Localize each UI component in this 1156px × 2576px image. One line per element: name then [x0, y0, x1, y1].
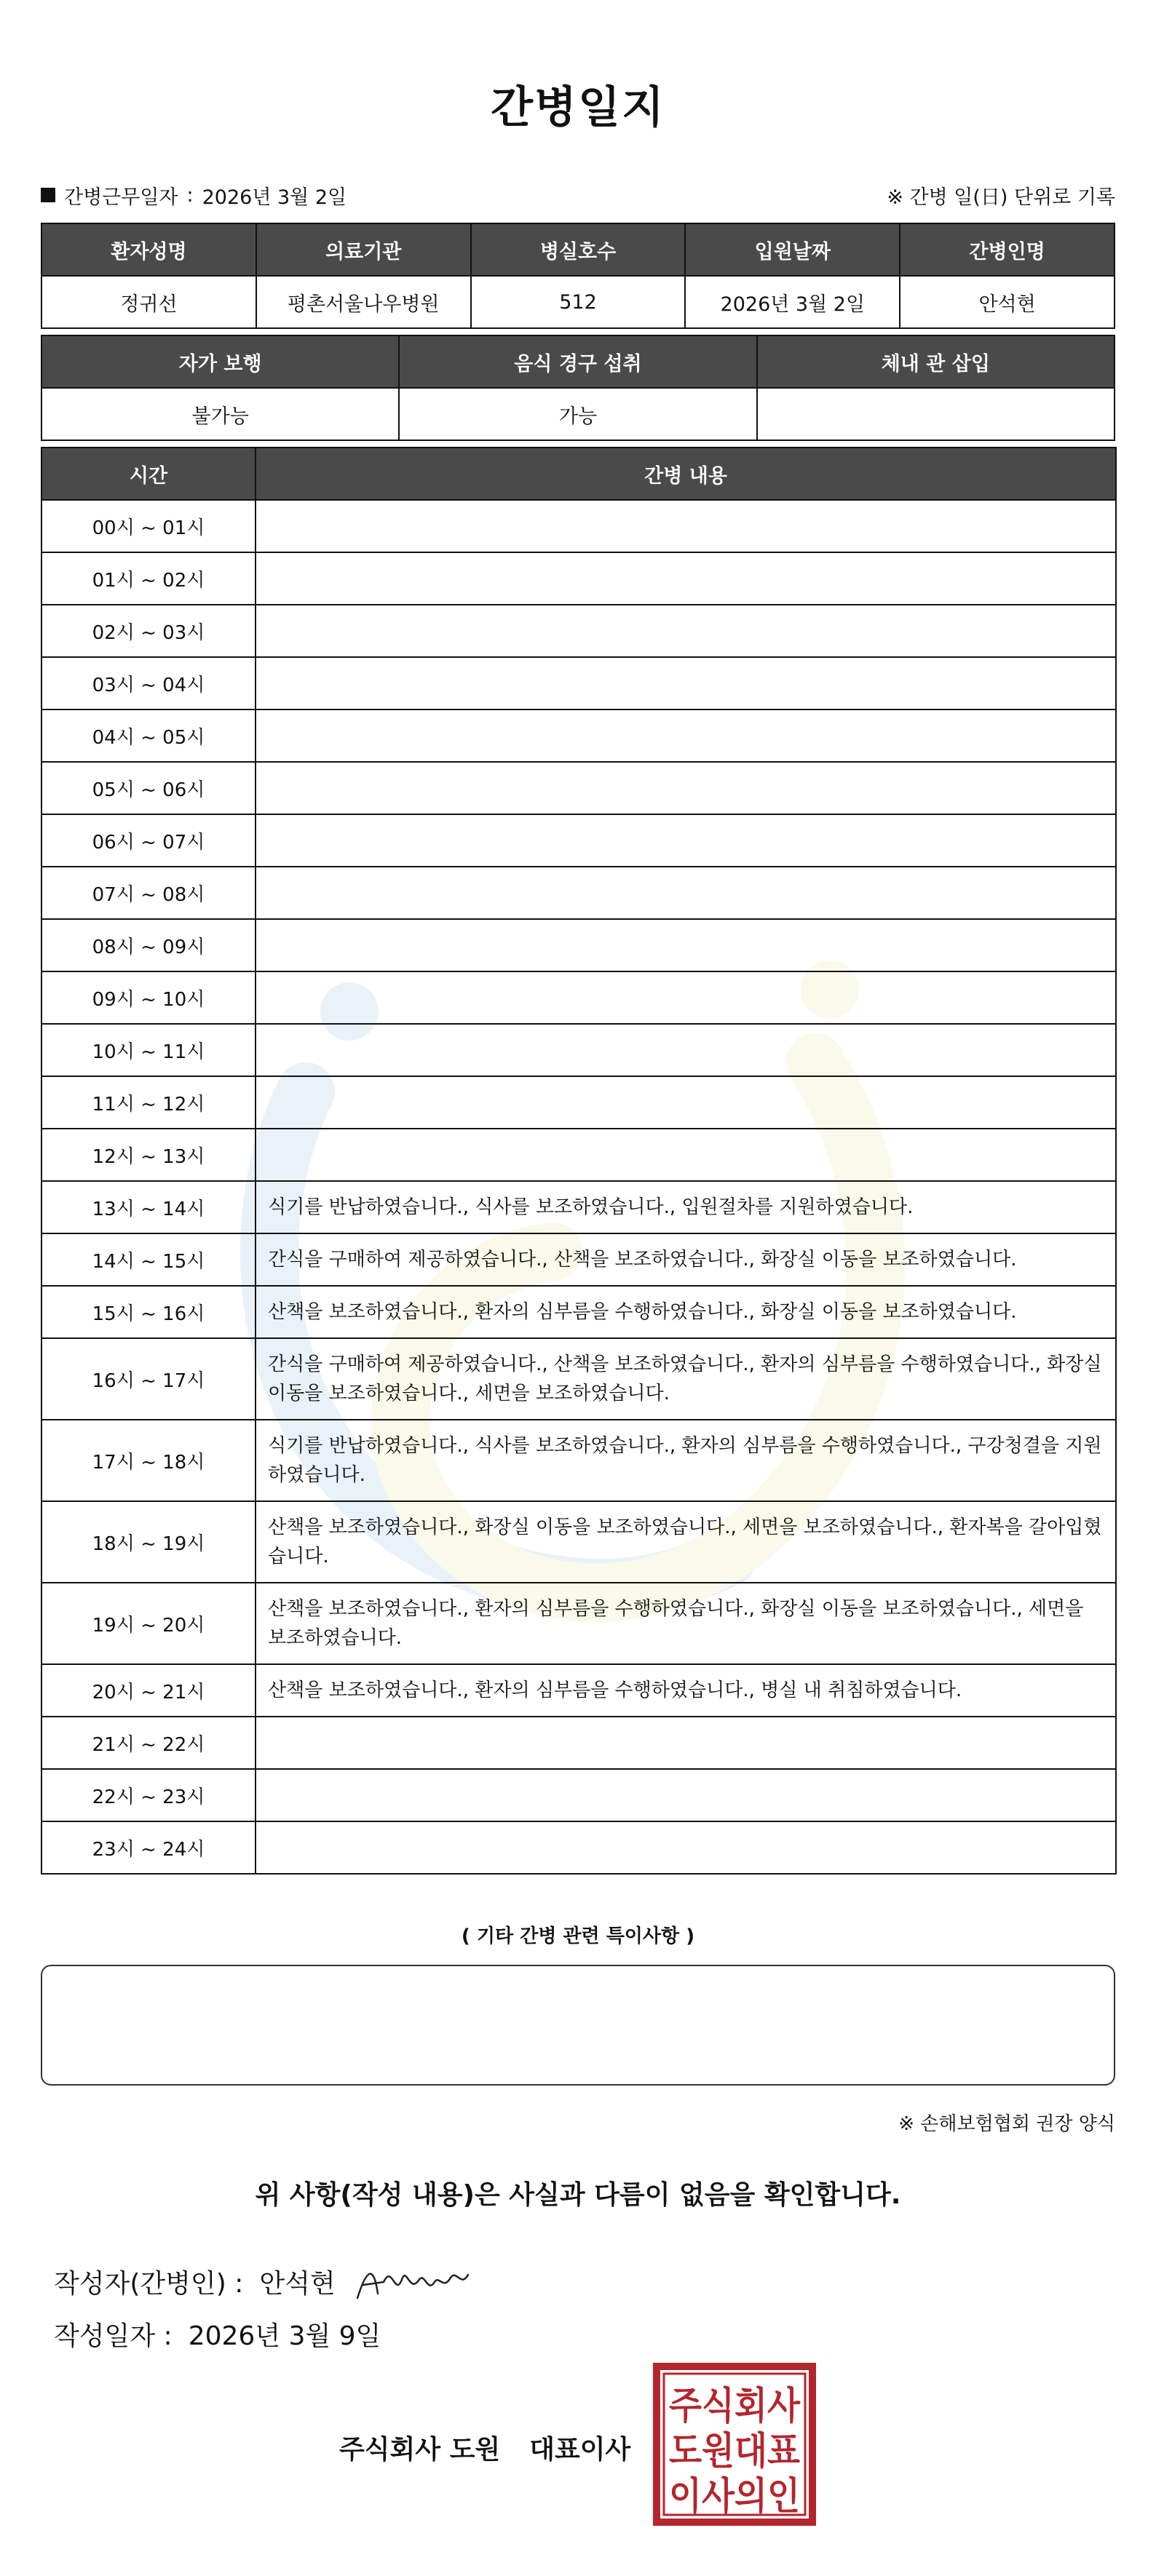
- header-tube-insertion: 체내 관 삽입: [757, 335, 1115, 388]
- log-row: [41, 1076, 1116, 1129]
- header-care-content: 간병 내용: [256, 448, 1116, 500]
- log-time: 10시 ~ 11시: [41, 1024, 256, 1076]
- log-content: [256, 1076, 1116, 1129]
- log-row: [41, 1420, 1116, 1501]
- log-content: [256, 657, 1116, 709]
- log-time: 17시 ~ 18시: [41, 1420, 256, 1501]
- log-row: [41, 1286, 1116, 1338]
- writer-label: 작성자(간병인) :: [54, 2268, 244, 2299]
- written-date-row: [54, 2315, 381, 2353]
- confirmation-statement: 위 사항(작성 내용)은 사실과 다름이 없음을 확인합니다.: [255, 2180, 901, 2210]
- oral-intake-value: 가능: [399, 388, 756, 440]
- signature-image: [352, 2256, 475, 2307]
- log-content: [256, 1821, 1116, 1874]
- log-row: [41, 657, 1116, 709]
- header-room-number: 병실호수: [471, 223, 686, 276]
- log-content: 식기를 반납하였습니다., 식사를 보조하였습니다., 입원절차를 지원하였습니다.: [256, 1181, 1116, 1233]
- header-self-walking: 자가 보행: [41, 335, 399, 388]
- written-date-label: 작성일자 :: [54, 2321, 173, 2351]
- work-date-label: 간병근무일자: [64, 186, 178, 209]
- log-row: [41, 605, 1116, 657]
- log-time: 05시 ~ 06시: [41, 762, 256, 814]
- log-time: 07시 ~ 08시: [41, 867, 256, 919]
- log-content: [256, 1129, 1116, 1181]
- header-caregiver-name: 간병인명: [900, 223, 1115, 276]
- log-time: 06시 ~ 07시: [41, 814, 256, 867]
- log-content: [256, 552, 1116, 605]
- header-hospital: 의료기관: [256, 223, 471, 276]
- log-time: 03시 ~ 04시: [41, 657, 256, 709]
- company-title: 대표이사: [529, 2435, 631, 2465]
- log-time: 18시 ~ 19시: [41, 1501, 256, 1583]
- seal-text-line: 주식회사: [669, 2385, 801, 2428]
- log-time: 00시 ~ 01시: [41, 500, 256, 552]
- log-row: [41, 814, 1116, 867]
- log-time: 23시 ~ 24시: [41, 1821, 256, 1874]
- log-content: [256, 971, 1116, 1024]
- log-row: [41, 1769, 1116, 1821]
- log-content: 간식을 구매하여 제공하였습니다., 산책을 보조하였습니다., 환자의 심부름을 수행하였습니다., 화장실 이동을 보조하였습니다., 세면을 보조하였습니다.: [256, 1338, 1116, 1420]
- form-source-note: ※ 손해보험협회 권장 양식: [898, 2113, 1115, 2135]
- company-name: 주식회사 도원: [339, 2435, 501, 2465]
- record-unit-note: ※ 간병 일(日) 단위로 기록: [887, 186, 1115, 209]
- log-time: 16시 ~ 17시: [41, 1338, 256, 1420]
- care-log-table: [41, 447, 1117, 1875]
- seal-text-line: 도원대표: [669, 2430, 800, 2473]
- log-time: 09시 ~ 10시: [41, 971, 256, 1024]
- writer-row: [54, 2256, 475, 2307]
- log-content: 간식을 구매하여 제공하였습니다., 산책을 보조하였습니다., 화장실 이동을 보조하였습니다.: [256, 1233, 1116, 1286]
- log-row: [41, 762, 1116, 814]
- admission-date: 2026년 3월 2일: [685, 276, 900, 328]
- log-row: [41, 709, 1116, 762]
- log-row: [41, 919, 1116, 971]
- company-seal-stamp: [652, 2362, 817, 2527]
- log-time: 14시 ~ 15시: [41, 1233, 256, 1286]
- notes-title: ( 기타 간병 관련 특이사항 ): [461, 1925, 695, 1947]
- log-time: 02시 ~ 03시: [41, 605, 256, 657]
- log-row: [41, 1717, 1116, 1769]
- log-content: 산책을 보조하였습니다., 환자의 심부름을 수행하였습니다., 화장실 이동을 보조하였습니다.: [256, 1286, 1116, 1338]
- log-content: [256, 500, 1116, 552]
- log-row: [41, 971, 1116, 1024]
- caregiver-name: 안석현: [900, 276, 1115, 328]
- log-row: [41, 1501, 1116, 1583]
- square-bullet-icon: [41, 188, 55, 202]
- log-time: 15시 ~ 16시: [41, 1286, 256, 1338]
- log-time: 20시 ~ 21시: [41, 1664, 256, 1717]
- log-row: [41, 1821, 1116, 1874]
- log-row: [41, 1664, 1116, 1717]
- log-content: 식기를 반납하였습니다., 식사를 보조하였습니다., 환자의 심부름을 수행하였습니다., 구강청결을 지원하였습니다.: [256, 1420, 1116, 1501]
- log-content: 산책을 보조하였습니다., 환자의 심부름을 수행하였습니다., 화장실 이동을 보조하였습니다., 세면을 보조하였습니다.: [256, 1583, 1116, 1664]
- seal-text-line: 이사의인: [669, 2475, 800, 2519]
- header-time: 시간: [41, 448, 256, 500]
- log-content: [256, 1024, 1116, 1076]
- log-row: [41, 1583, 1116, 1664]
- self-walking-value: 불가능: [41, 388, 399, 440]
- hospital-name: 평촌서울나우병원: [256, 276, 471, 328]
- log-time: 19시 ~ 20시: [41, 1583, 256, 1664]
- log-time: 21시 ~ 22시: [41, 1717, 256, 1769]
- log-time: 04시 ~ 05시: [41, 709, 256, 762]
- log-row: [41, 1024, 1116, 1076]
- log-time: 08시 ~ 09시: [41, 919, 256, 971]
- log-row: [41, 552, 1116, 605]
- log-content: [256, 867, 1116, 919]
- log-row: [41, 1233, 1116, 1286]
- log-row: [41, 867, 1116, 919]
- special-notes-box: [41, 1965, 1115, 2086]
- log-time: 12시 ~ 13시: [41, 1129, 256, 1181]
- work-date-value: 2026년 3월 2일: [202, 186, 347, 209]
- header-patient-name: 환자성명: [41, 223, 256, 276]
- header-oral-intake: 음식 경구 섭취: [399, 335, 756, 388]
- patient-name: 정귀선: [41, 276, 256, 328]
- log-time: 22시 ~ 23시: [41, 1769, 256, 1821]
- tube-insertion-value: [757, 388, 1115, 440]
- log-row: [41, 1181, 1116, 1233]
- log-row: [41, 1338, 1116, 1420]
- log-time: 13시 ~ 14시: [41, 1181, 256, 1233]
- log-time: 01시 ~ 02시: [41, 552, 256, 605]
- patient-info-table: [41, 223, 1115, 329]
- log-row: [41, 500, 1116, 552]
- company-signature: [339, 2429, 630, 2466]
- log-content: [256, 605, 1116, 657]
- patient-status-table: [41, 335, 1115, 441]
- log-content: 산책을 보조하였습니다., 화장실 이동을 보조하였습니다., 세면을 보조하였습니다., 환자복을 갈아입혔습니다.: [256, 1501, 1116, 1583]
- log-content: 산책을 보조하였습니다., 환자의 심부름을 수행하였습니다., 병실 내 취침하였습니다.: [256, 1664, 1116, 1717]
- room-number: 512: [471, 276, 686, 328]
- log-content: [256, 762, 1116, 814]
- log-content: [256, 814, 1116, 867]
- page-title: 간병일지: [491, 82, 665, 133]
- log-row: [41, 1129, 1116, 1181]
- work-date-row: [41, 179, 1115, 211]
- log-time: 11시 ~ 12시: [41, 1076, 256, 1129]
- log-content: [256, 919, 1116, 971]
- writer-name: 안석현: [259, 2268, 336, 2299]
- log-content: [256, 709, 1116, 762]
- header-admission-date: 입원날짜: [685, 223, 900, 276]
- work-date-separator: :: [186, 183, 194, 207]
- written-date-value: 2026년 3월 9일: [188, 2321, 381, 2351]
- log-content: [256, 1717, 1116, 1769]
- log-content: [256, 1769, 1116, 1821]
